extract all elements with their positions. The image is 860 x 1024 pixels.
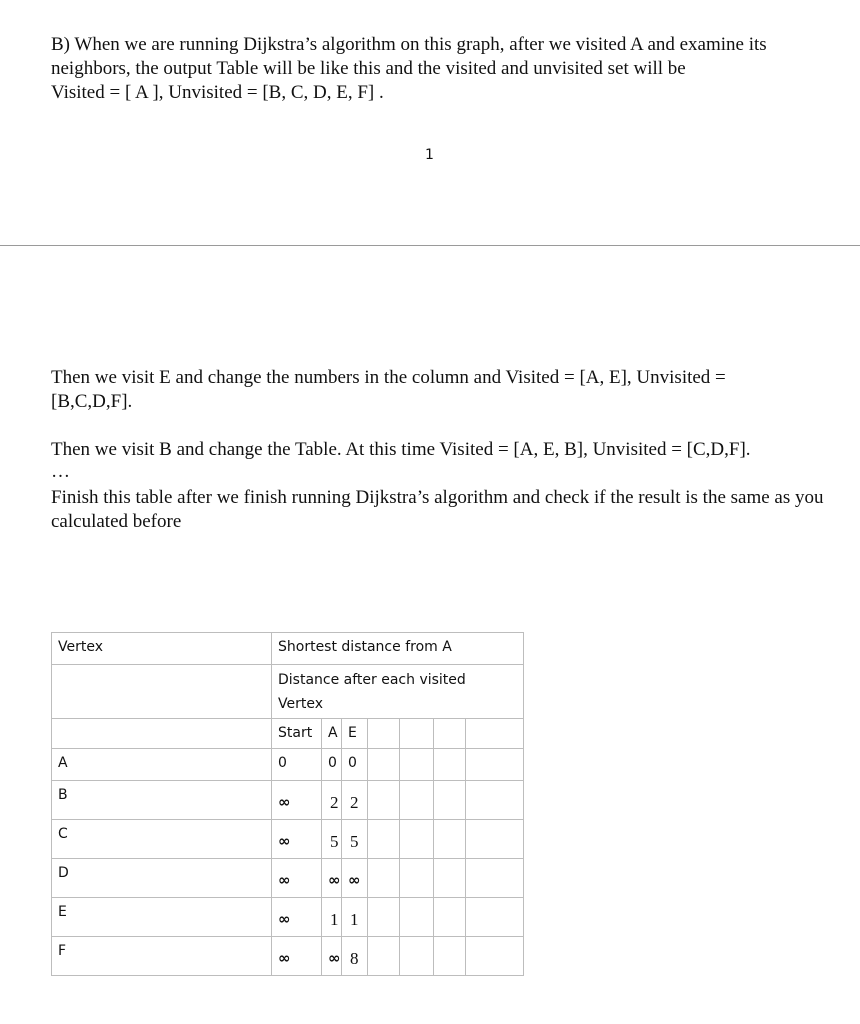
cell: ∞: [322, 859, 342, 898]
cell: [400, 859, 434, 898]
vertex-label: D: [52, 859, 272, 898]
cell: ∞: [272, 937, 322, 976]
column-header-e: E: [342, 719, 368, 749]
cell: [434, 749, 466, 781]
paragraph-visit-b: Then we visit B and change the Table. At this time Visited = [A, E, B], Unvisited = [C,D,F].: [51, 439, 751, 460]
intro-line-3: Visited = [ A ], Unvisited = [B, C, D, E, F] .: [51, 82, 384, 103]
cell: 5: [322, 820, 342, 859]
dijkstra-table: [51, 632, 524, 976]
cell: [368, 749, 400, 781]
subheader-blank: [52, 665, 272, 719]
cell: [434, 820, 466, 859]
cell: ∞: [272, 820, 322, 859]
cell: 8: [342, 937, 368, 976]
cell: [434, 937, 466, 976]
cell: 5: [342, 820, 368, 859]
column-header-a: A: [322, 719, 342, 749]
header-vertex: Vertex: [52, 633, 272, 665]
cell: [434, 781, 466, 820]
subheader-distance-after-visit: Distance after each visited Vertex: [272, 665, 524, 719]
vertex-label: B: [52, 781, 272, 820]
distance-table: [51, 632, 523, 974]
paragraph-instruction: Finish this table after we finish running Dijkstra’s algorithm and check if the result is the same as you calculated before: [51, 487, 824, 532]
column-header-empty: [400, 719, 434, 749]
cell: 1: [322, 898, 342, 937]
cell: [400, 937, 434, 976]
cell: [466, 781, 524, 820]
cell: 1: [342, 898, 368, 937]
cell: 2: [342, 781, 368, 820]
cell: [368, 898, 400, 937]
paragraph-visit-e: Then we visit E and change the numbers in the column and Visited = [A, E], Unvisited = [B,C,D,F].: [51, 367, 726, 412]
cell: 2: [322, 781, 342, 820]
table-row-a: [52, 749, 524, 781]
table-row-b: [52, 781, 524, 820]
cell: [466, 820, 524, 859]
intro-line-2: neighbors, the output Table will be like this and the visited and unvisited set will be: [51, 58, 686, 79]
vertex-label: A: [52, 749, 272, 781]
column-header-blank: [52, 719, 272, 749]
table-row-e: [52, 898, 524, 937]
paragraph-intro: [51, 33, 831, 105]
cell: 0: [342, 749, 368, 781]
cell: 0: [322, 749, 342, 781]
cell: ∞: [272, 898, 322, 937]
page-break-divider: [0, 245, 860, 246]
vertex-label: F: [52, 937, 272, 976]
intro-line-1: B) When we are running Dijkstra’s algorithm on this graph, after we visited A and examine its: [51, 34, 767, 55]
cell: ∞: [322, 937, 342, 976]
cell: [400, 820, 434, 859]
column-header-start: Start: [272, 719, 322, 749]
cell: [368, 781, 400, 820]
table-row-d: [52, 859, 524, 898]
table-row-c: [52, 820, 524, 859]
cell: [466, 937, 524, 976]
cell: ∞: [272, 781, 322, 820]
cell: [400, 749, 434, 781]
page-number: 1: [425, 147, 434, 163]
cell: [434, 898, 466, 937]
cell: [466, 898, 524, 937]
cell: ∞: [272, 859, 322, 898]
cell: [400, 781, 434, 820]
cell: ∞: [342, 859, 368, 898]
ellipsis: …: [51, 461, 70, 482]
column-header-empty: [466, 719, 524, 749]
cell: [368, 859, 400, 898]
cell: [368, 937, 400, 976]
cell: 0: [272, 749, 322, 781]
cell: [400, 898, 434, 937]
column-header-empty: [434, 719, 466, 749]
cell: [466, 749, 524, 781]
vertex-label: E: [52, 898, 272, 937]
header-shortest-distance: Shortest distance from A: [272, 633, 524, 665]
column-header-empty: [368, 719, 400, 749]
cell: [368, 820, 400, 859]
table-row-f: [52, 937, 524, 976]
cell: [434, 859, 466, 898]
cell: [466, 859, 524, 898]
vertex-label: C: [52, 820, 272, 859]
